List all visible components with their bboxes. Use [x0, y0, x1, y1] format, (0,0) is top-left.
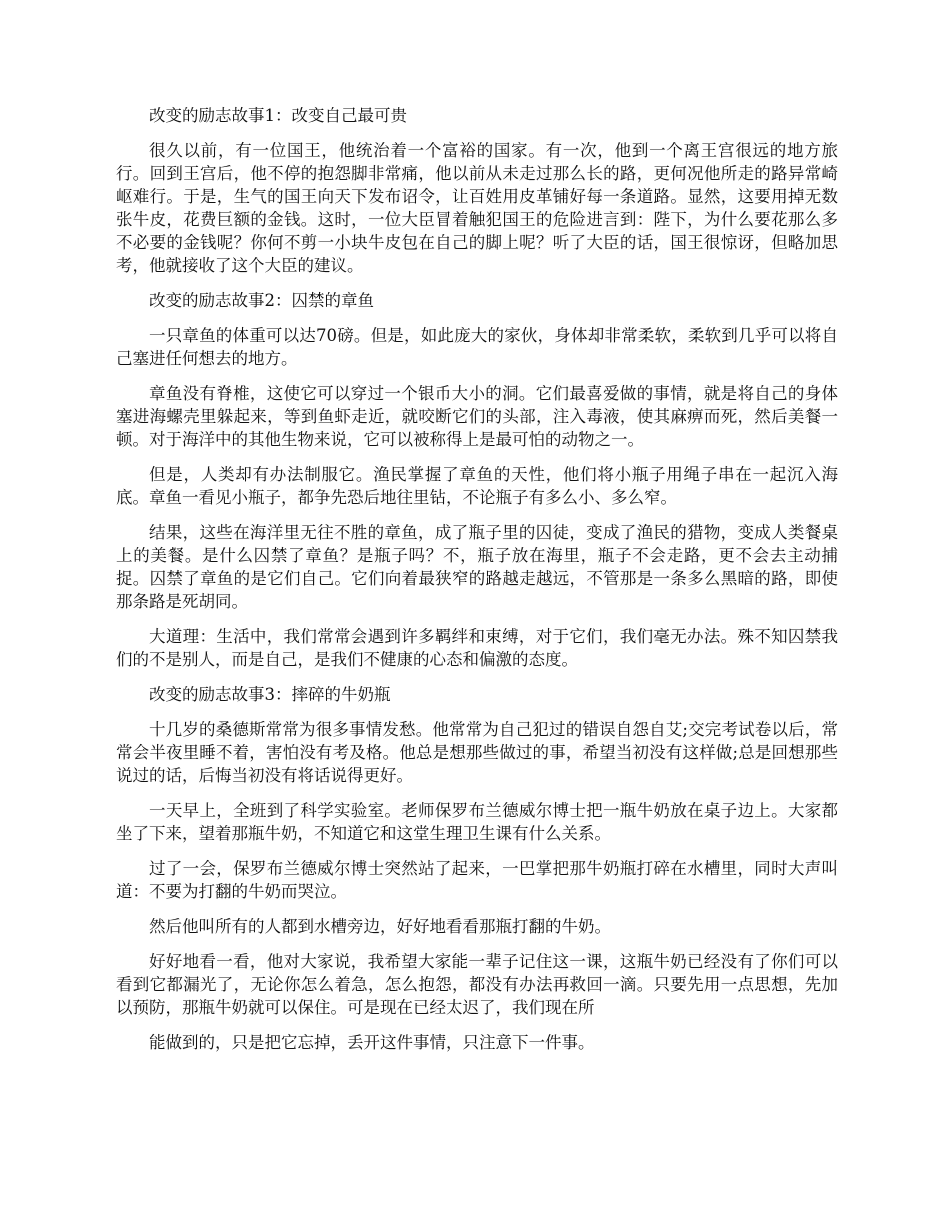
story-1-paragraph-1: 很久以前，有一位国王，他统治着一个富裕的国家。有一次，他到一个离王宫很远的地方旅行。回到王宫后，他不停的抱怨脚非常痛，他以前从未走过那么长的路，更何况他所走的路异常崎岖难行。于是，生气的国王向天下发布诏令，让百姓用皮革铺好每一条道路。显然，这要用掉无数张牛皮，花费巨额的金钱。这时，一位大臣冒着触犯国王的危险进言到：陛下，为什么要花那么多不必要的金钱呢？你何不剪一小块牛皮包在自己的脚上呢？听了大臣的话，国王很惊讶，但略加思考，他就接收了这个大臣的建议。 [116, 141, 838, 275]
story-3-paragraph-1: 十几岁的桑德斯常常为很多事情发愁。他常常为自己犯过的错误自怨自艾;交完考试卷以后，常常会半夜里睡不着，害怕没有考及格。他总是想那些做过的事，希望当初没有这样做;总是回想那些说过的话，后悔当初没有将话说得更好。 [116, 720, 838, 785]
story-3-paragraph-2: 一天早上，全班到了科学实验室。老师保罗布兰德威尔博士把一瓶牛奶放在桌子边上。大家都坐了下来，望着那瓶牛奶，不知道它和这堂生理卫生课有什么关系。 [116, 801, 838, 843]
story-2-paragraph-3: 但是，人类却有办法制服它。渔民掌握了章鱼的天性，他们将小瓶子用绳子串在一起沉入海底。章鱼一看见小瓶子，都争先恐后地往里钻，不论瓶子有多么小、多么窄。 [116, 465, 838, 507]
story-2-paragraph-4: 结果，这些在海洋里无往不胜的章鱼，成了瓶子里的囚徒，变成了渔民的猎物，变成人类餐桌上的美餐。是什么囚禁了章鱼？是瓶子吗？不，瓶子放在海里，瓶子不会走路，更不会去主动捕捉。囚禁了章鱼的是它们自己。它们向着最狭窄的路越走越远，不管那是一条多么黑暗的路，即使那条路是死胡同。 [116, 523, 838, 611]
story-2-moral: 大道理：生活中，我们常常会遇到许多羁绊和束缚，对于它们，我们毫无办法。殊不知囚禁我们的不是别人，而是自己，是我们不健康的心态和偏激的态度。 [116, 627, 838, 669]
document-page [116, 104, 838, 1066]
story-3-paragraph-5: 好好地看一看，他对大家说，我希望大家能一辈子记住这一课，这瓶牛奶已经没有了你们可以看到它都漏光了，无论你怎么着急，怎么抱怨，都没有办法再救回一滴。只要先用一点思想，先加以预防，那瓶牛奶就可以保住。可是现在已经太迟了，我们现在所 [116, 952, 838, 1017]
story-1-title: 改变的励志故事1：改变自己最可贵 [149, 106, 407, 125]
story-2-paragraph-1: 一只章鱼的体重可以达70磅。但是，如此庞大的家伙，身体却非常柔软，柔软到几乎可以将自己塞进任何想去的地方。 [116, 326, 838, 368]
story-2-title: 改变的励志故事2：囚禁的章鱼 [149, 291, 374, 310]
story-3-paragraph-3: 过了一会，保罗布兰德威尔博士突然站了起来，一巴掌把那牛奶瓶打碎在水槽里，同时大声叫道：不要为打翻的牛奶而哭泣。 [116, 859, 838, 901]
story-3-title: 改变的励志故事3：摔碎的牛奶瓶 [149, 685, 391, 704]
story-3-paragraph-6: 能做到的，只是把它忘掉，丢开这件事情，只注意下一件事。 [149, 1033, 595, 1052]
story-2-paragraph-2: 章鱼没有脊椎，这使它可以穿过一个银币大小的洞。它们最喜爱做的事情，就是将自己的身体塞进海螺壳里躲起来，等到鱼虾走近，就咬断它们的头部，注入毒液，使其麻痹而死，然后美餐一顿。对于海洋中的其他生物来说，它可以被称得上是最可怕的动物之一。 [116, 384, 838, 449]
story-3-paragraph-4: 然后他叫所有的人都到水槽旁边，好好地看看那瓶打翻的牛奶。 [149, 917, 611, 936]
